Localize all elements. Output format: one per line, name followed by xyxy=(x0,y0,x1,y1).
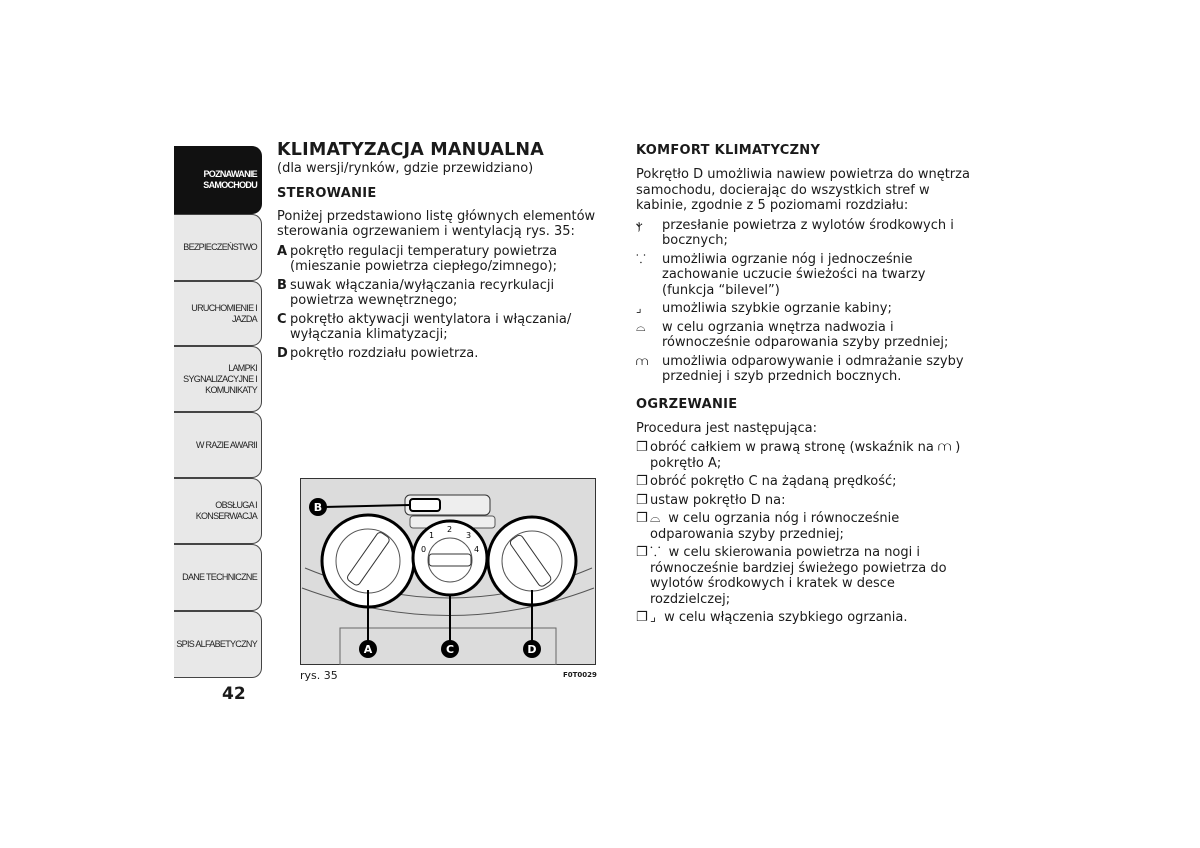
control-key: B xyxy=(277,277,287,293)
section-heading-ogrzewanie: OGRZEWANIE xyxy=(636,396,738,412)
mode-text: w celu ogrzania wnętrza nadwozia i równocześnie odparowania szyby przedniej; xyxy=(662,319,949,350)
checkbox-bullet-icon: ❐ xyxy=(636,511,648,526)
checkbox-bullet-icon: ❐ xyxy=(636,545,648,560)
knob-c[interactable] xyxy=(413,521,487,595)
feet-vent-icon: ⌟ xyxy=(650,610,657,625)
komfort-intro: Pokrętło D umożliwia nawiew powietrza do wnętrza samochodu, docierając do wszystkich stref w kabinie, zgodnie z 5 poziomami rozdziału: xyxy=(636,167,970,213)
left-column xyxy=(277,140,612,364)
tab-poznawanie[interactable]: POZNAWANIE SAMOCHODU xyxy=(174,146,262,214)
control-item xyxy=(277,346,612,362)
step-text: obróć całkiem w prawą stronę (wskaźnik na xyxy=(650,440,938,455)
step-text: w celu skierowania powietrza na nogi i równocześnie bardziej świeżego powietrza do wylotów środkowych i kratek w desce rozdzielczej; xyxy=(650,545,947,607)
mode-item xyxy=(636,301,976,317)
tab-uruchomienie[interactable]: URUCHOMIENIE I JAZDA xyxy=(174,281,262,346)
subtitle: (dla wersji/rynków, gdzie przewidziano) xyxy=(277,161,534,176)
control-key: C xyxy=(277,311,287,327)
control-item xyxy=(277,312,612,343)
feet-windscreen-icon: ⌓ xyxy=(636,319,646,334)
step-text: obróć pokrętło C na żądaną prędkość; xyxy=(650,474,897,489)
step-text: w celu ogrzania nóg i równocześnie odparowania szyby przedniej; xyxy=(650,511,900,542)
step-item xyxy=(636,474,976,490)
control-item xyxy=(277,244,612,275)
control-text: pokrętło regulacji temperatury powietrza (mieszanie powietrza ciepłego/zimnego); xyxy=(290,243,558,274)
step-text-end: ) pokrętło A; xyxy=(650,440,961,471)
control-text: pokrętło rozdziału powietrza. xyxy=(290,345,479,361)
step-text: ustaw pokrętło D na: xyxy=(650,492,786,508)
mode-item xyxy=(636,218,976,249)
fan-speed-4: 4 xyxy=(474,545,480,554)
tab-spis[interactable]: SPIS ALFABETYCZNY xyxy=(174,611,262,678)
mode-item xyxy=(636,252,976,299)
mode-text: umożliwia odparowywanie i odmrażanie szyby przedniej i szyb przednich bocznych. xyxy=(662,353,964,384)
step-item xyxy=(636,545,976,607)
defrost-icon: ⩋ xyxy=(636,353,649,368)
control-key: A xyxy=(277,243,288,259)
step-item xyxy=(636,511,976,542)
page-title: KLIMATYZACJA MANUALNA xyxy=(277,140,545,160)
checkbox-bullet-icon: ❐ xyxy=(636,492,648,508)
fan-speed-3: 3 xyxy=(466,531,472,540)
mode-item xyxy=(636,320,976,351)
feet-windscreen-icon: ⌓ xyxy=(650,511,661,526)
mode-text: umożliwia szybkie ogrzanie kabiny; xyxy=(662,301,892,316)
control-text: pokrętło aktywacji wentylatora i włączania/ wyłączania klimatyzacji; xyxy=(290,311,572,342)
step-item xyxy=(636,493,976,509)
bilevel-icon: ⸪ xyxy=(636,251,646,266)
intro-text: Poniżej przedstawiono listę głównych elementów sterowania ogrzewaniem i wentylacją rys. 35: xyxy=(277,208,596,239)
checkbox-bullet-icon: ❐ xyxy=(636,440,648,455)
figure-code: F0T0029 xyxy=(563,671,597,679)
tab-dane[interactable]: DANE TECHNICZNE xyxy=(174,544,262,611)
step-text: w celu włączenia szybkiego ogrzania. xyxy=(664,610,908,625)
label-a: A xyxy=(363,643,373,656)
fan-speed-1: 1 xyxy=(429,531,435,540)
control-text: suwak włączania/wyłączania recyrkulacji powietrza wewnętrznego; xyxy=(290,277,555,308)
face-vent-icon: ⲯ xyxy=(636,217,643,232)
page-number: 42 xyxy=(222,684,246,704)
checkbox-bullet-icon: ❐ xyxy=(636,610,648,625)
figure-controls xyxy=(300,478,596,665)
tab-awarie[interactable]: W RAZIE AWARII xyxy=(174,412,262,478)
mode-item xyxy=(636,354,976,385)
bilevel-icon: ⸪ xyxy=(650,545,661,560)
defrost-icon: ⩋ xyxy=(937,440,956,455)
checkbox-bullet-icon: ❐ xyxy=(636,474,648,489)
label-c: C xyxy=(445,643,455,656)
section-heading-komfort: KOMFORT KLIMATYCZNY xyxy=(636,143,821,158)
tab-lampki[interactable]: LAMPKI SYGNALIZACYJNE I KOMUNIKATY xyxy=(174,346,262,412)
figure-caption: rys. 35 xyxy=(300,669,338,682)
label-b: B xyxy=(313,501,323,514)
right-column xyxy=(636,143,976,629)
tab-bezpieczenstwo[interactable]: BEZPIECZEŃSTWO xyxy=(174,214,262,281)
mode-text: umożliwia ogrzanie nóg i jednocześnie zachowanie uczucie świeżości na twarzy (funkcja “bilevel”) xyxy=(662,251,926,298)
mode-text: przesłanie powietrza z wylotów środkowych i bocznych; xyxy=(662,217,954,248)
fan-speed-2: 2 xyxy=(447,525,453,534)
feet-vent-icon: ⌟ xyxy=(636,301,642,315)
label-d: D xyxy=(527,643,537,656)
control-item xyxy=(277,278,612,309)
step-item xyxy=(636,440,976,471)
control-key: D xyxy=(277,345,288,361)
step-item xyxy=(636,610,976,626)
section-heading: STEROWANIE xyxy=(277,185,377,201)
fan-speed-0: 0 xyxy=(421,545,427,554)
procedure-text: Procedura jest następująca: xyxy=(636,420,817,436)
tab-obsluga[interactable]: OBSŁUGA I KONSERWACJA xyxy=(174,478,262,544)
